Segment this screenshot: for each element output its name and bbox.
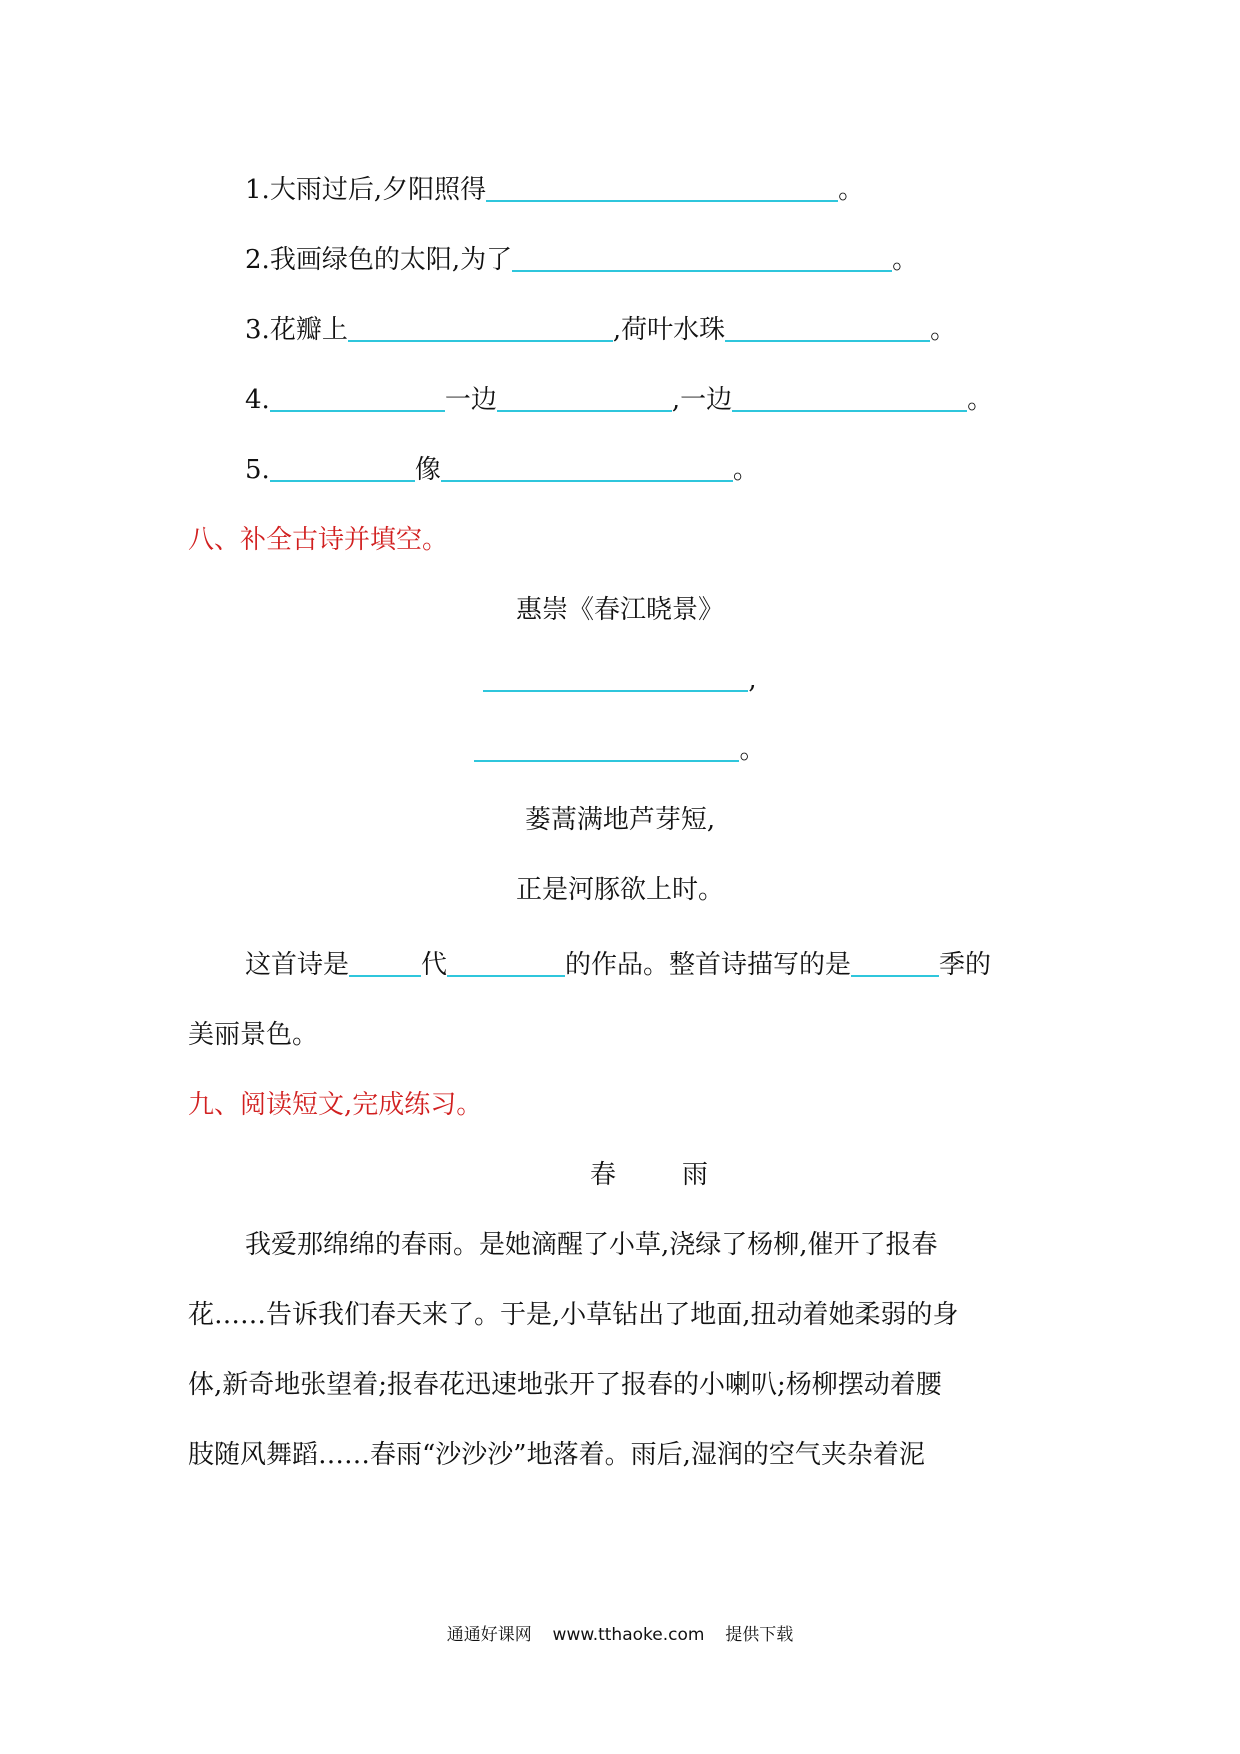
question-text: 这首诗是	[245, 950, 350, 980]
question-text: 的作品。整首诗描写的是	[565, 950, 852, 980]
answer-blank[interactable]	[497, 410, 672, 412]
answer-blank[interactable]	[725, 340, 930, 342]
item-punct: 。	[732, 455, 759, 485]
footer-site-name: 通通好课网	[446, 1625, 532, 1645]
item-text: ,荷叶水珠	[612, 315, 726, 345]
answer-blank[interactable]	[348, 340, 613, 342]
poem-punct: ,	[748, 665, 757, 695]
passage-line-4: 肢随风舞蹈……春雨“沙沙沙”地落着。雨后,湿润的空气夹杂着泥	[188, 1440, 925, 1470]
poem-title: 惠崇《春江晓景》	[515, 595, 724, 625]
answer-blank[interactable]	[732, 410, 967, 412]
section-8-heading: 八、补全古诗并填空。	[188, 525, 449, 555]
poem-line-3: 蒌蒿满地芦芽短,	[524, 805, 716, 835]
answer-blank[interactable]	[441, 480, 733, 482]
fill-item-3	[245, 310, 956, 350]
poem-line-2	[0, 730, 1240, 770]
poem-question-cont: 美丽景色。	[188, 1020, 319, 1050]
answer-blank[interactable]	[486, 200, 838, 202]
passage-title-char: 春	[590, 1160, 617, 1190]
item-number: 1.	[245, 175, 270, 205]
item-text: 我画绿色的太阳,为了	[269, 245, 513, 275]
item-number: 3.	[245, 315, 270, 345]
item-text: 像	[414, 455, 441, 485]
section-9-heading: 九、阅读短文,完成练习。	[188, 1090, 483, 1120]
fill-item-1	[245, 170, 864, 210]
item-punct: 。	[838, 175, 865, 205]
answer-blank[interactable]	[349, 975, 421, 977]
poem-blank[interactable]	[474, 760, 739, 762]
item-number: 5.	[245, 455, 270, 485]
passage-title-char: 雨	[682, 1160, 709, 1190]
question-text: 季的	[939, 950, 992, 980]
footer-suffix: 提供下载	[725, 1625, 794, 1645]
passage-line-3: 体,新奇地张望着;报春花迅速地张开了报春的小喇叭;杨柳摆动着腰	[188, 1370, 942, 1400]
answer-blank[interactable]	[851, 975, 939, 977]
item-number: 2.	[245, 245, 270, 275]
item-punct: 。	[892, 245, 919, 275]
item-text: ,一边	[671, 385, 733, 415]
poem-line-4: 正是河豚欲上时。	[515, 875, 724, 905]
poem-blank[interactable]	[483, 690, 748, 692]
passage-line-2: 花……告诉我们春天来了。于是,小草钻出了地面,扭动着她柔弱的身	[188, 1300, 959, 1330]
answer-blank[interactable]	[270, 410, 445, 412]
footer-url[interactable]: www.tthaoke.com	[552, 1625, 705, 1645]
question-text: 代	[421, 950, 448, 980]
fill-item-5	[245, 450, 759, 490]
item-text: 花瓣上	[269, 315, 348, 345]
item-text: 大雨过后,夕阳照得	[269, 175, 487, 205]
answer-blank[interactable]	[270, 480, 415, 482]
item-punct: 。	[930, 315, 957, 345]
poem-punct: 。	[739, 735, 766, 765]
fill-item-2	[245, 240, 918, 280]
item-text: 一边	[444, 385, 497, 415]
answer-blank[interactable]	[512, 270, 892, 272]
item-punct: 。	[967, 385, 994, 415]
page-footer	[0, 1620, 1240, 1645]
fill-item-4	[245, 380, 993, 420]
passage-title	[590, 1155, 708, 1195]
answer-blank[interactable]	[447, 975, 565, 977]
item-number: 4.	[245, 385, 270, 415]
passage-line-1: 我爱那绵绵的春雨。是她滴醒了小草,浇绿了杨柳,催开了报春	[245, 1230, 938, 1260]
poem-question	[245, 945, 991, 985]
poem-line-1	[0, 660, 1240, 700]
